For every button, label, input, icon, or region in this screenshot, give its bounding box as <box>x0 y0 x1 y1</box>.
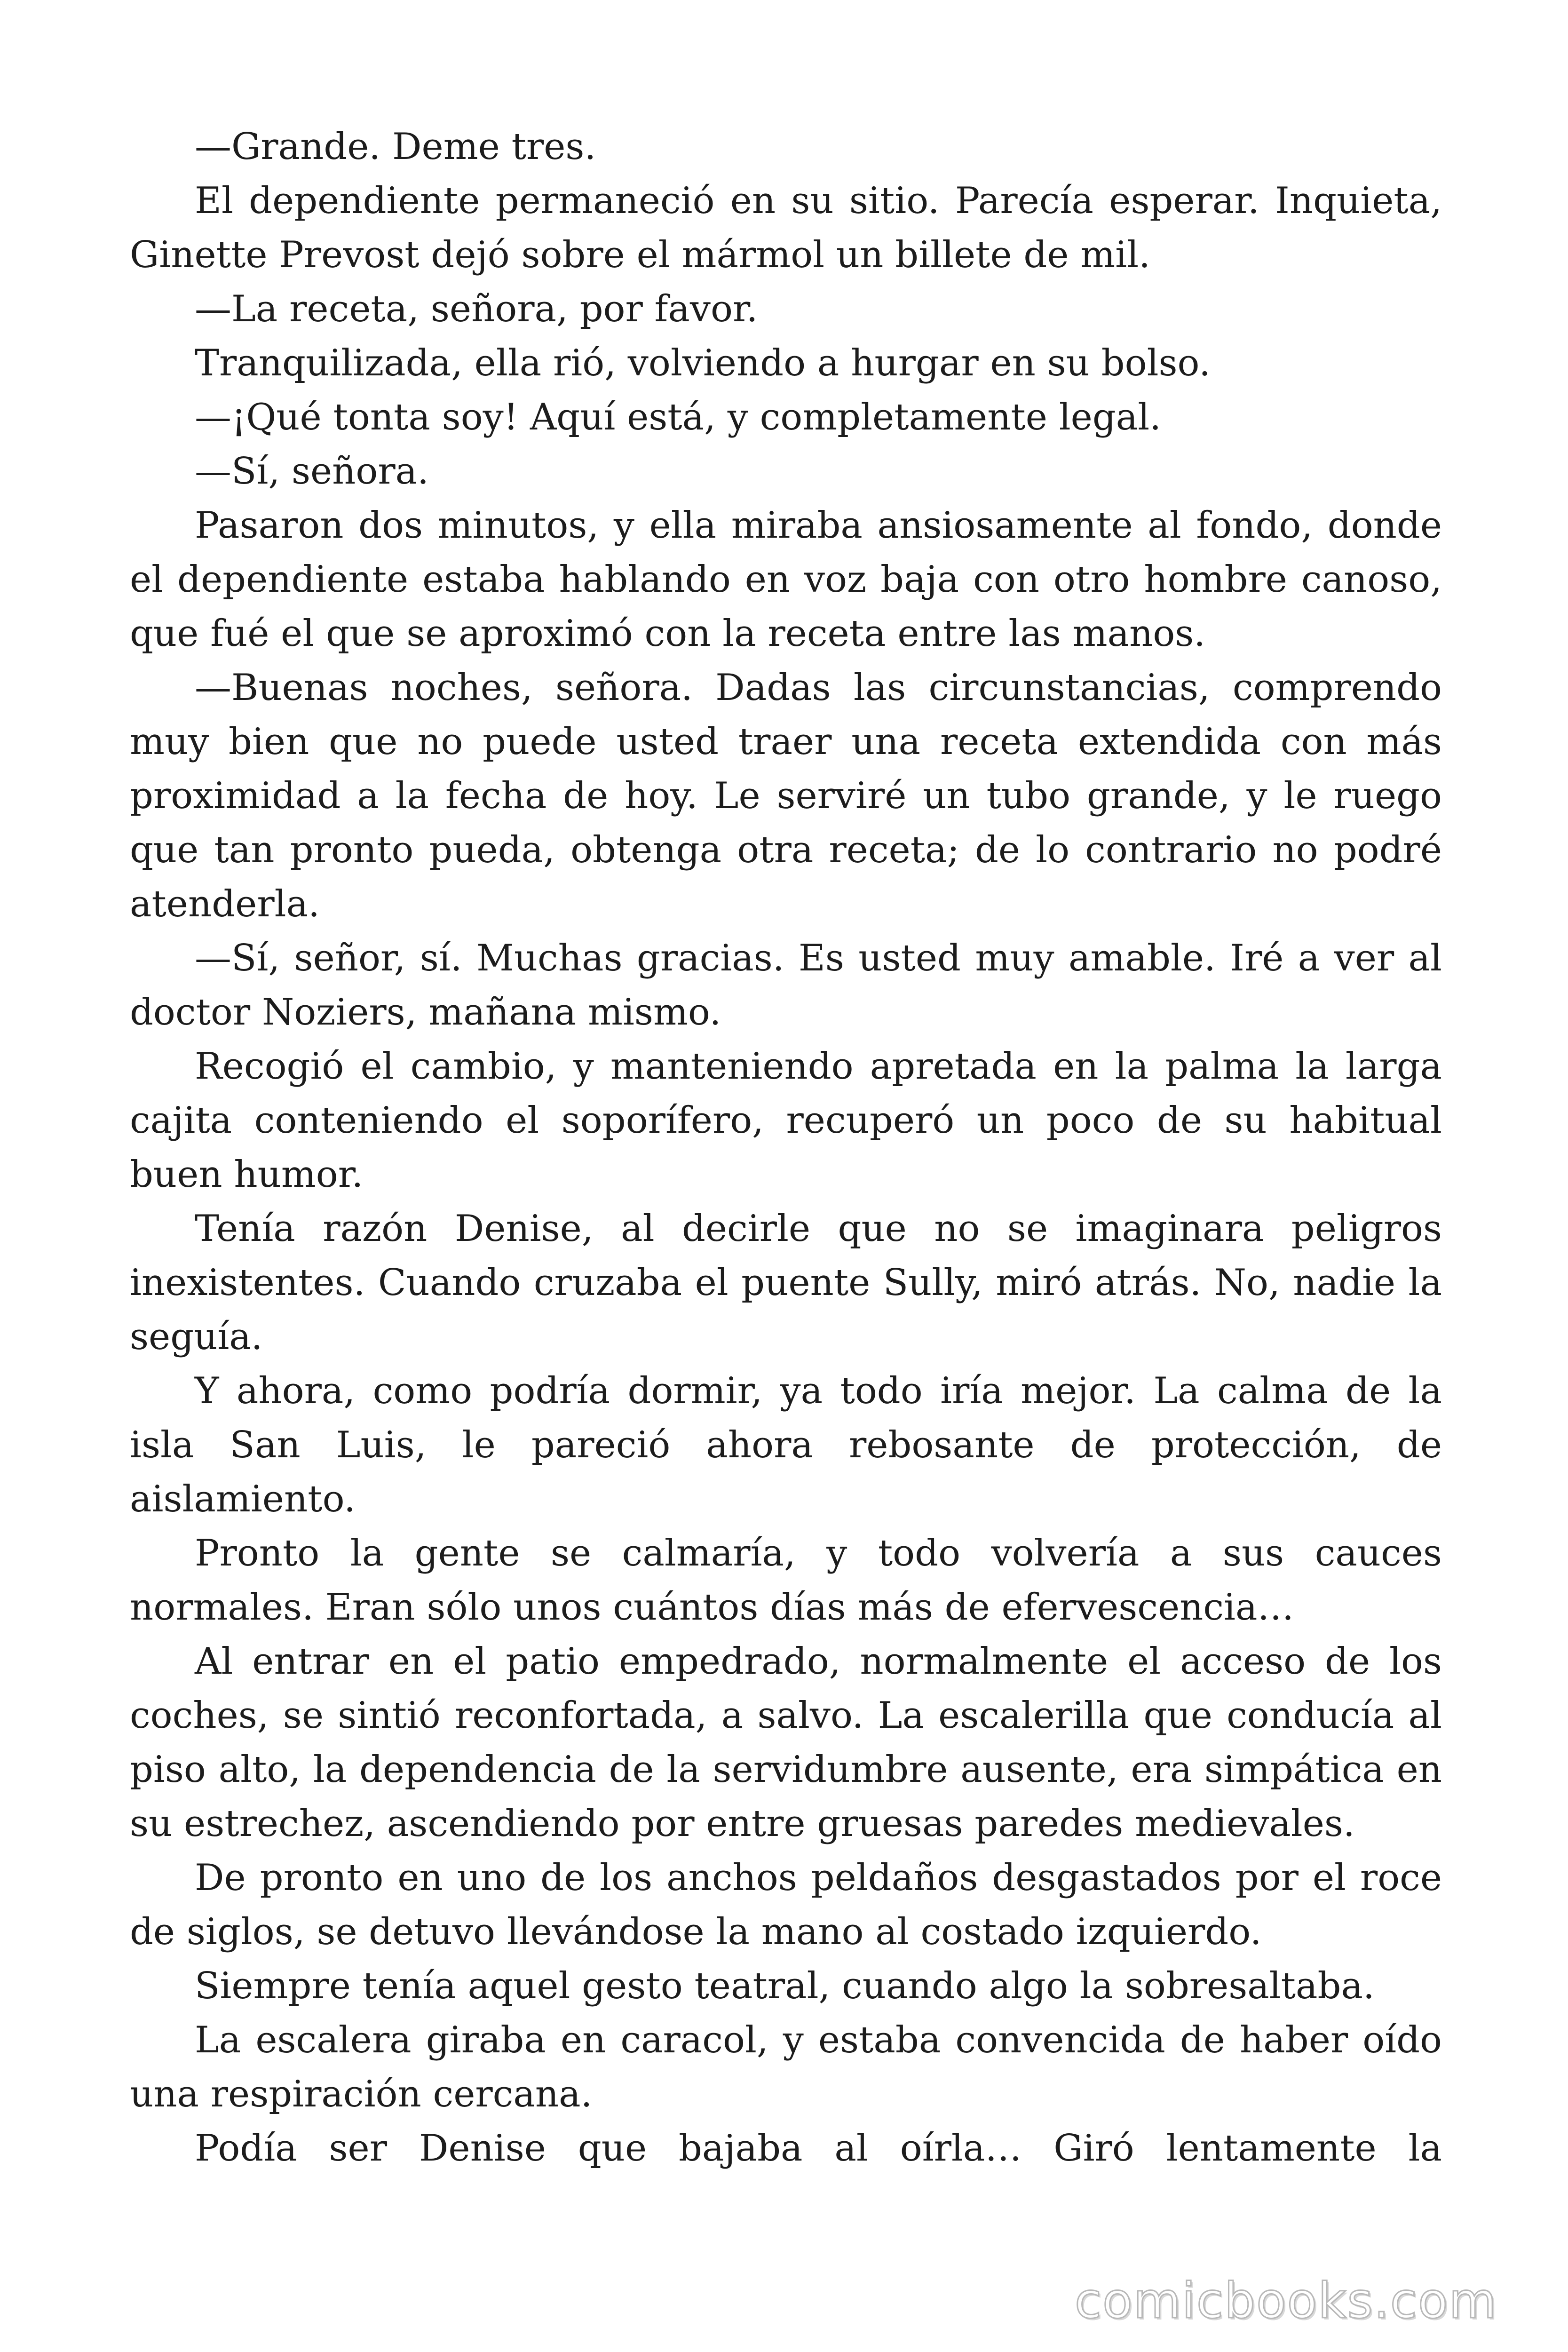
paragraph: De pronto en uno de los anchos peldaños desgastados por el roce de siglos, se detuvo llevándose la mano al costado izquierdo. <box>130 1857 1442 1953</box>
paragraph: Al entrar en el patio empedrado, normalmente el acceso de los coches, se sintió reconfortada, a salvo. La escalerilla que conducía al piso alto, la dependencia de la servidumbre ausente, era simpática en su estrechez, ascendiendo por entre gruesas paredes medievales. <box>130 1640 1442 1845</box>
paragraph: Siempre tenía aquel gesto teatral, cuando algo la sobresaltaba. <box>195 1965 1375 2007</box>
paragraph-continued: Podía ser Denise que bajaba al oírla… Giró lentamente la <box>195 2127 1442 2169</box>
paragraph: —Buenas noches, señora. Dadas las circunstancias, comprendo muy bien que no puede usted traer una receta extendida con más proximidad a la fecha de hoy. Le serviré un tubo grande, y le ruego que tan pronto pueda, obtenga otra receta; de lo contrario no podré atenderla. <box>130 667 1442 925</box>
page-text <box>130 120 1442 2176</box>
paragraph: El dependiente permaneció en su sitio. Parecía esperar. Inquieta, Ginette Prevost dejó sobre el mármol un billete de mil. <box>130 180 1442 276</box>
paragraph: —Grande. Deme tres. <box>195 126 596 168</box>
paragraph: —¡Qué tonta soy! Aquí está, y completamente legal. <box>195 396 1162 438</box>
paragraph: Y ahora, como podría dormir, ya todo iría mejor. La calma de la isla San Luis, le pareció ahora rebosante de protección, de aislamiento. <box>130 1370 1442 1520</box>
paragraph: Tenía razón Denise, al decirle que no se imaginara peligros inexistentes. Cuando cruzaba el puente Sully, miró atrás. No, nadie la seguía. <box>130 1208 1442 1358</box>
paragraph: Tranquilizada, ella rió, volviendo a hurgar en su bolso. <box>195 342 1211 384</box>
paragraph: —La receta, señora, por favor. <box>195 288 758 330</box>
watermark: comicbooks.com <box>1074 2272 1497 2329</box>
paragraph: Pasaron dos minutos, y ella miraba ansiosamente al fondo, donde el dependiente estaba hablando en voz baja con otro hombre canoso, que fué el que se aproximó con la receta entre las manos. <box>130 504 1442 655</box>
paragraph: —Sí, señor, sí. Muchas gracias. Es usted muy amable. Iré a ver al doctor Noziers, mañana mismo. <box>130 937 1442 1033</box>
paragraph: —Sí, señora. <box>195 450 429 493</box>
paragraph: Pronto la gente se calmaría, y todo volvería a sus cauces normales. Eran sólo unos cuántos días más de efervescencia… <box>130 1532 1442 1629</box>
paragraph: La escalera giraba en caracol, y estaba convencida de haber oído una respiración cercana. <box>130 2019 1442 2115</box>
paragraph: Recogió el cambio, y manteniendo apretada en la palma la larga cajita conteniendo el soporífero, recuperó un poco de su habitual buen humor. <box>130 1045 1442 1196</box>
